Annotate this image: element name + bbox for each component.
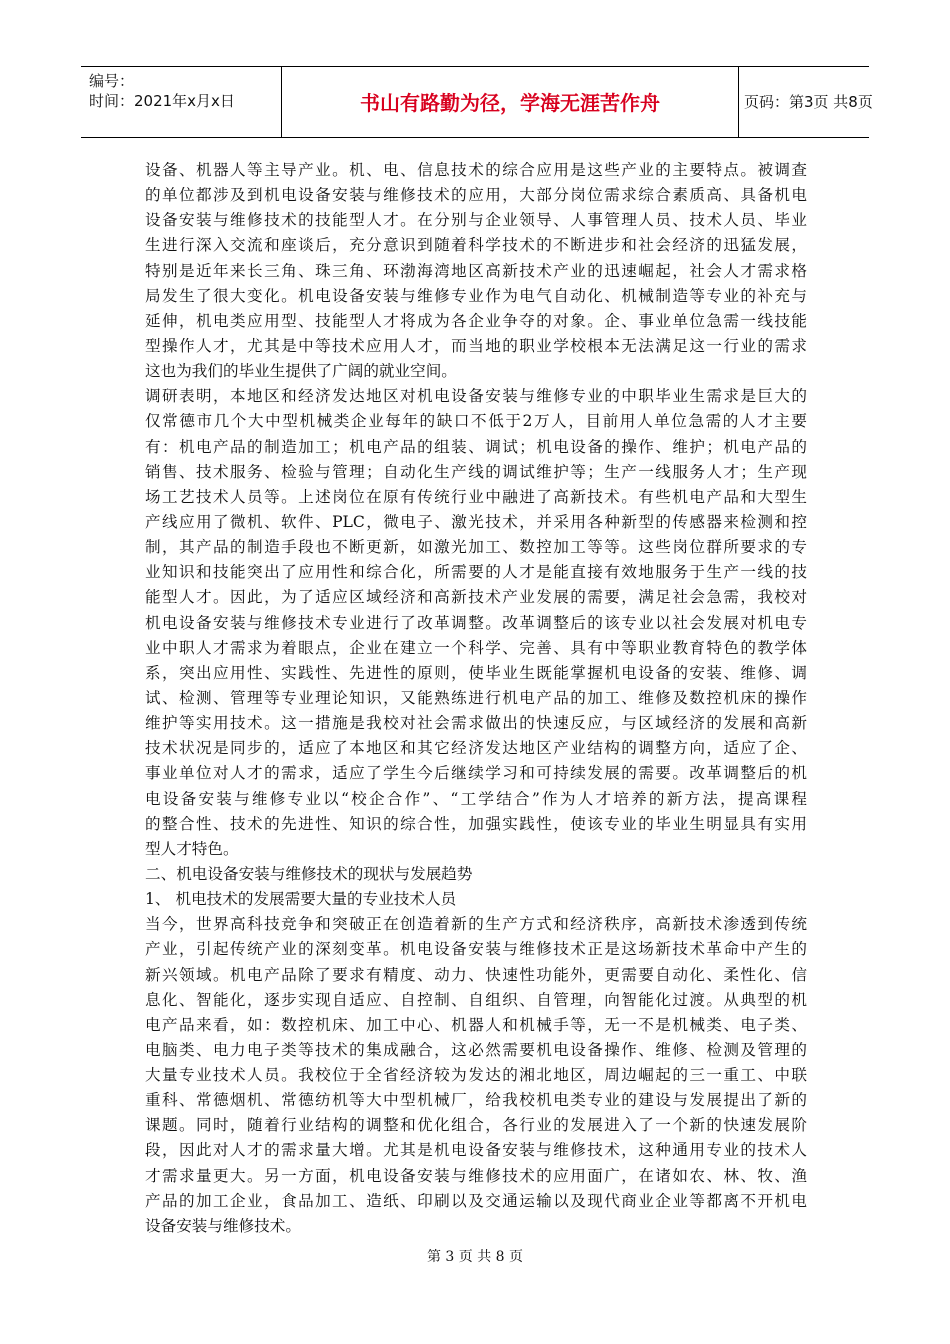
body-line: 制，其产品的制造手段也不断更新，如激光加工、数控加工等等。这些岗位群所要求的专 [145, 538, 807, 557]
body-line: 课题。同时，随着行业结构的调整和优化组合，各行业的发展进入了一个新的快速发展阶 [145, 1116, 807, 1135]
header-page-label: 页码：第3页 共8页 [744, 93, 873, 111]
header-motto: 书山有路勤为径，学海无涯苦作舟 [360, 91, 660, 115]
body-line: 机电设备安装与维修技术专业进行了改革调整。改革调整后的该专业以社会发展对机电专 [145, 613, 807, 632]
header-motto-cell [281, 67, 739, 137]
body-line: 型人才特色。 [145, 839, 239, 858]
body-line: 1、 机电技术的发展需要大量的专业技术人员 [145, 890, 457, 909]
body-line: 特别是近年来长三角、珠三角、环渤海湾地区高新技术产业的迅速崛起，社会人才需求格 [145, 261, 807, 280]
body-line: 延伸，机电类应用型、技能型人才将成为各企业争夺的对象。企、事业单位急需一线技能 [145, 311, 807, 330]
body-line: 技术状况是同步的，适应了本地区和其它经济发达地区产业结构的调整方向，适应了企、 [145, 739, 807, 758]
body-line: 维护等实用技术。这一措施是我校对社会需求做出的快速反应，与区域经济的发展和高新 [145, 714, 807, 733]
body-line: 息化、智能化，逐步实现自适应、自控制、自组织、自管理，向智能化过渡。从典型的机 [145, 990, 807, 1009]
document-date-label: 时间：2021年x月x日 [89, 92, 235, 110]
body-line: 场工艺技术人员等。上述岗位在原有传统行业中融进了高新技术。有些机电产品和大型生 [145, 487, 807, 506]
body-line: 销售、技术服务、检验与管理；自动化生产线的调试维护等；生产一线服务人才；生产现 [145, 462, 807, 481]
body-line: 这也为我们的毕业生提供了广阔的就业空间。 [145, 362, 457, 381]
body-line: 大量专业技术人员。我校位于全省经济较为发达的湘北地区，周边崛起的三一重工、中联 [145, 1066, 807, 1085]
document-code-label: 编号： [89, 72, 135, 90]
header-meta-cell [81, 67, 281, 137]
body-line: 仅常德市几个大中型机械类企业每年的缺口不低于2万人，目前用人单位急需的人才主要 [145, 412, 807, 431]
body-line: 设备安装与维修技术的技能型人才。在分别与企业领导、人事管理人员、技术人员、毕业 [145, 211, 807, 230]
body-line: 新兴领域。机电产品除了要求有精度、动力、快速性功能外，更需要自动化、柔性化、信 [145, 965, 807, 984]
body-line: 的单位都涉及到机电设备安装与维修技术的应用，大部分岗位需求综合素质高、具备机电 [145, 186, 807, 205]
body-line: 当今，世界高科技竞争和突破正在创造着新的生产方式和经济秩序，高新技术渗透到传统 [145, 915, 807, 934]
header-page-cell [738, 67, 873, 137]
body-line: 产品的加工企业，食品加工、造纸、印刷以及交通运输以及现代商业企业等都离不开机电 [145, 1191, 807, 1210]
body-line: 调研表明，本地区和经济发达地区对机电设备安装与维修专业的中职毕业生需求是巨大的 [145, 387, 807, 406]
body-line: 生进行深入交流和座谈后，充分意识到随着科学技术的不断进步和社会经济的迅猛发展， [145, 236, 807, 255]
body-line: 能型人才。因此，为了适应区域经济和高新技术产业发展的需要，满足社会急需，我校对 [145, 588, 807, 607]
body-line: 设备安装与维修技术。 [145, 1216, 301, 1235]
body-line: 段，因此对人才的需求量大增。尤其是机电设备安装与维修技术，这种通用专业的技术人 [145, 1141, 807, 1160]
document-body [145, 158, 807, 1239]
page-footer: 第 3 页 共 8 页 [426, 1249, 524, 1265]
body-line: 电设备安装与维修专业以“校企合作”、“工学结合”作为人才培养的新方法，提高课程 [145, 789, 807, 808]
body-line: 的整合性、技术的先进性、知识的综合性，加强实践性，使该专业的毕业生明显具有实用 [145, 814, 807, 833]
body-line: 有：机电产品的制造加工；机电产品的组装、调试；机电设备的操作、维护；机电产品的 [145, 437, 807, 456]
body-line: 重科、常德烟机、常德纺机等大中型机械厂，给我校机电类专业的建设与发展提出了新的 [145, 1091, 807, 1110]
body-line: 设备、机器人等主导产业。机、电、信息技术的综合应用是这些产业的主要特点。被调查 [145, 161, 807, 179]
body-line: 业中职人才需求为着眼点，企业在建立一个科学、完善、具有中等职业教育特色的教学体 [145, 638, 807, 657]
body-line: 才需求量更大。另一方面，机电设备安装与维修技术的应用面广，在诸如农、林、牧、渔 [145, 1166, 807, 1185]
body-line: 系，突出应用性、实践性、先进性的原则，使毕业生既能掌握机电设备的安装、维修、调 [145, 663, 807, 682]
body-line: 局发生了很大变化。机电设备安装与维修专业作为电气自动化、机械制造等专业的补充与 [145, 286, 807, 305]
body-line: 产线应用了微机、软件、PLC，微电子、激光技术，并采用各种新型的传感器来检测和控 [145, 512, 807, 531]
body-line: 电脑类、电力电子类等技术的集成融合，这必然需要机电设备操作、维修、检测及管理的 [145, 1040, 807, 1059]
body-line: 二、机电设备安装与维修技术的现状与发展趋势 [145, 864, 473, 883]
body-line: 试、检测、管理等专业理论知识，又能熟练进行机电产品的加工、维修及数控机床的操作 [145, 688, 807, 707]
body-line: 电产品来看，如：数控机床、加工中心、机器人和机械手等，无一不是机械类、电子类、 [145, 1015, 807, 1034]
body-line: 业知识和技能突出了应用性和综合化，所需要的人才是能直接有效地服务于生产一线的技 [145, 563, 807, 582]
page-header [81, 66, 873, 138]
body-line: 事业单位对人才的需求，适应了学生今后继续学习和可持续发展的需要。改革调整后的机 [145, 764, 807, 783]
body-line: 型操作人才，尤其是中等技术应用人才，而当地的职业学校根本无法满足这一行业的需求 [145, 336, 807, 355]
body-line: 产业，引起传统产业的深刻变革。机电设备安装与维修技术正是这场新技术革命中产生的 [145, 940, 807, 959]
